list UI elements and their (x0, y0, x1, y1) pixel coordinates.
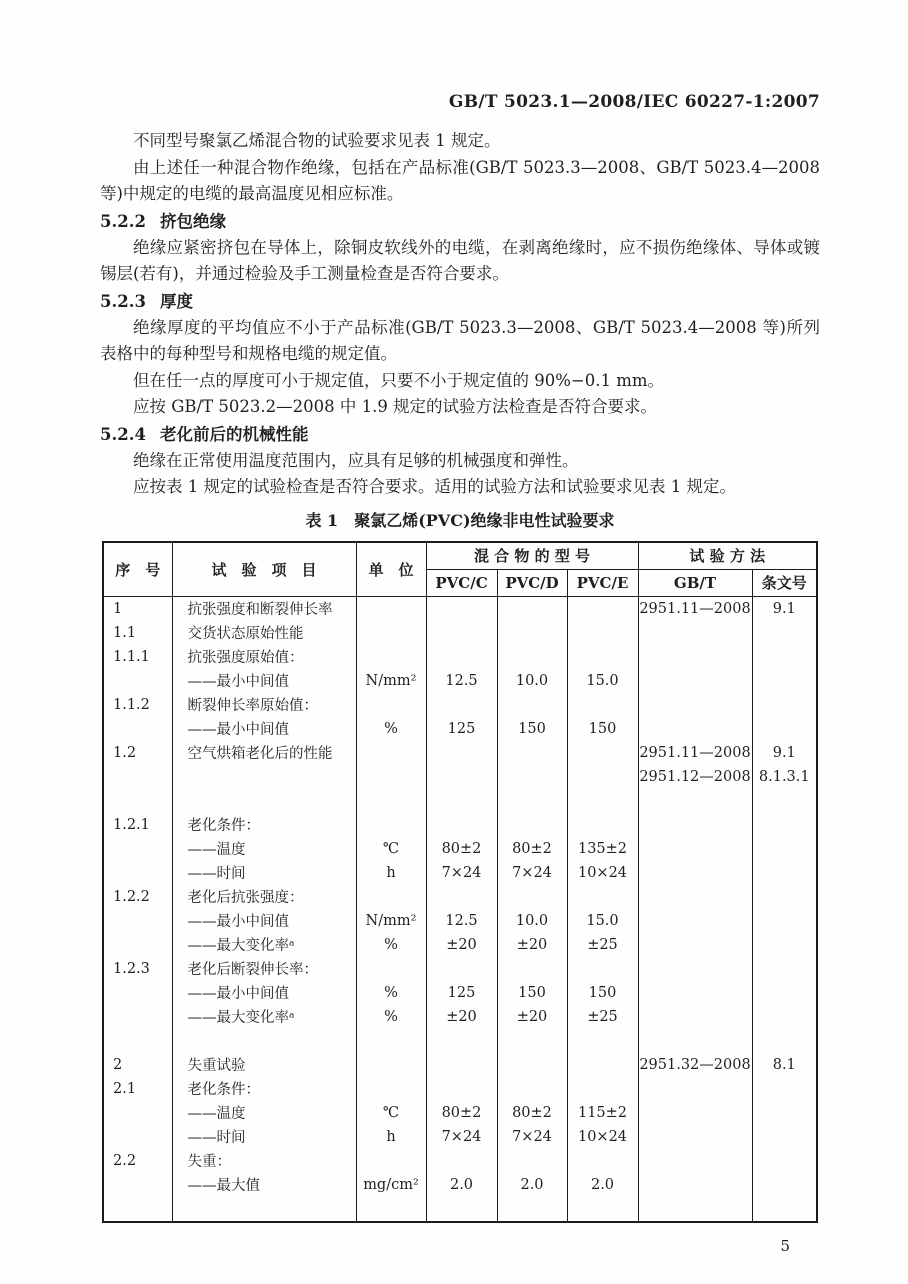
cell-unit: h (356, 1125, 426, 1149)
cell-unit (356, 1053, 426, 1077)
cell-gbt-standard (638, 693, 752, 717)
table-row (103, 933, 817, 957)
cell-test-item: 失重： (172, 1149, 356, 1173)
cell-pvc-c: 7×24 (426, 1125, 497, 1149)
table-body (103, 596, 817, 1222)
cell-clause (752, 1029, 817, 1053)
cell-clause: 8.1 (752, 1053, 817, 1077)
cell-gbt-standard (638, 813, 752, 837)
cell-unit: % (356, 1005, 426, 1029)
cell-test-item: ——时间 (172, 861, 356, 885)
section-number: 5.2.4 (100, 424, 146, 444)
cell-test-item: 老化后抗张强度： (172, 885, 356, 909)
cell-pvc-c (426, 1029, 497, 1053)
cell-clause (752, 813, 817, 837)
cell-clause (752, 837, 817, 861)
cell-gbt-standard (638, 933, 752, 957)
cell-pvc-e (567, 885, 638, 909)
cell-gbt-standard (638, 981, 752, 1005)
cell-pvc-c: 2.0 (426, 1173, 497, 1197)
cell-pvc-e (567, 621, 638, 645)
cell-pvc-d: 150 (497, 717, 567, 741)
cell-pvc-c (426, 765, 497, 789)
col-header-clause: 条文号 (752, 569, 817, 596)
table-row (103, 909, 817, 933)
cell-pvc-d (497, 1077, 567, 1101)
col-header-unit: 单 位 (356, 542, 426, 597)
cell-gbt-standard (638, 1077, 752, 1101)
cell-test-item: 老化后断裂伸长率： (172, 957, 356, 981)
cell-pvc-c (426, 645, 497, 669)
cell-gbt-standard (638, 669, 752, 693)
cell-pvc-e (567, 693, 638, 717)
cell-pvc-d: 10.0 (497, 909, 567, 933)
cell-pvc-d (497, 741, 567, 765)
cell-test-item: ——最小中间值 (172, 909, 356, 933)
section-title: 挤包绝缘 (159, 211, 226, 231)
table-row (103, 837, 817, 861)
table-row (103, 1149, 817, 1173)
cell-unit: mg/cm² (356, 1173, 426, 1197)
cell-pvc-e (567, 645, 638, 669)
cell-gbt-standard (638, 957, 752, 981)
cell-pvc-e (567, 1053, 638, 1077)
cell-serial (103, 933, 172, 957)
cell-serial (103, 1197, 172, 1222)
cell-pvc-d (497, 645, 567, 669)
cell-unit (356, 596, 426, 621)
cell-test-item: 交货状态原始性能 (172, 621, 356, 645)
table-row (103, 885, 817, 909)
table-row (103, 669, 817, 693)
intro-paragraph: 不同型号聚氯乙烯混合物的试验要求见表 1 规定。 (133, 131, 501, 150)
table-row (103, 645, 817, 669)
cell-pvc-d (497, 1149, 567, 1173)
cell-unit (356, 645, 426, 669)
cell-test-item (172, 765, 356, 789)
table-title: 表 1 聚氯乙烯(PVC)绝缘非电性试验要求 (305, 510, 615, 530)
cell-pvc-c (426, 741, 497, 765)
cell-unit: % (356, 981, 426, 1005)
section-paragraph: 绝缘应紧密挤包在导体上，除铜皮软线外的电缆，在剥离绝缘时，应不损伤绝缘体、导体或镀锡层(若有)，并通过检验及手工测量检查是否符合要求。 (100, 237, 820, 283)
section-number: 5.2.3 (100, 291, 146, 311)
cell-unit (356, 765, 426, 789)
section-title: 老化前后的机械性能 (159, 424, 309, 444)
cell-test-item: ——温度 (172, 1101, 356, 1125)
cell-gbt-standard (638, 1005, 752, 1029)
cell-unit: ℃ (356, 837, 426, 861)
section-title: 厚度 (159, 291, 193, 311)
cell-pvc-c (426, 957, 497, 981)
cell-test-item: ——最小中间值 (172, 981, 356, 1005)
cell-pvc-d (497, 813, 567, 837)
cell-pvc-e: 150 (567, 981, 638, 1005)
cell-pvc-e: 2.0 (567, 1173, 638, 1197)
cell-serial (103, 1173, 172, 1197)
cell-test-item: 抗张强度和断裂伸长率 (172, 596, 356, 621)
cell-unit (356, 1029, 426, 1053)
cell-pvc-e (567, 957, 638, 981)
cell-pvc-e: ±25 (567, 1005, 638, 1029)
section-paragraph: 绝缘在正常使用温度范围内，应具有足够的机械强度和弹性。 (133, 450, 579, 470)
cell-pvc-e (567, 789, 638, 813)
cell-unit (356, 813, 426, 837)
cell-clause (752, 861, 817, 885)
cell-test-item: ——最小中间值 (172, 717, 356, 741)
cell-test-item: 抗张强度原始值： (172, 645, 356, 669)
cell-pvc-c: 80±2 (426, 1101, 497, 1125)
cell-pvc-d: 7×24 (497, 1125, 567, 1149)
cell-pvc-e: 135±2 (567, 837, 638, 861)
cell-clause (752, 717, 817, 741)
table-row (103, 765, 817, 789)
cell-gbt-standard (638, 717, 752, 741)
cell-pvc-d (497, 693, 567, 717)
cell-serial (103, 717, 172, 741)
cell-test-item: ——时间 (172, 1125, 356, 1149)
cell-serial: 1.1.1 (103, 645, 172, 669)
section-heading-5-2-3 (100, 288, 820, 315)
col-header-test-method: 试 验 方 法 (638, 542, 817, 570)
section-paragraph: 应按表 1 规定的试验检查是否符合要求。适用的试验方法和试验要求见表 1 规定。 (133, 477, 736, 496)
cell-pvc-e (567, 1197, 638, 1222)
table-row (103, 1053, 817, 1077)
cell-serial: 2.1 (103, 1077, 172, 1101)
cell-test-item: ——最大值 (172, 1173, 356, 1197)
cell-unit: % (356, 933, 426, 957)
cell-pvc-d (497, 1029, 567, 1053)
cell-serial: 1.1 (103, 621, 172, 645)
cell-pvc-c: 80±2 (426, 837, 497, 861)
cell-test-item: 老化条件： (172, 813, 356, 837)
cell-clause: 8.1.3.1 (752, 765, 817, 789)
cell-gbt-standard (638, 1173, 752, 1197)
cell-unit: N/mm² (356, 669, 426, 693)
table-row (103, 693, 817, 717)
page-number: 5 (780, 1236, 790, 1255)
standard-reference: GB/T 5023.1—2008/IEC 60227-1:2007 (448, 92, 820, 112)
cell-clause (752, 1005, 817, 1029)
cell-gbt-standard (638, 885, 752, 909)
table-row (103, 1173, 817, 1197)
cell-test-item: ——最大变化率ᵃ (172, 933, 356, 957)
cell-serial (103, 1005, 172, 1029)
cell-test-item: 断裂伸长率原始值： (172, 693, 356, 717)
cell-serial: 1.2.3 (103, 957, 172, 981)
cell-gbt-standard (638, 909, 752, 933)
cell-gbt-standard (638, 1197, 752, 1222)
cell-serial (103, 909, 172, 933)
cell-pvc-c: 125 (426, 717, 497, 741)
page-content (100, 0, 820, 1255)
cell-unit (356, 885, 426, 909)
cell-pvc-d (497, 789, 567, 813)
cell-pvc-d: 2.0 (497, 1173, 567, 1197)
cell-pvc-c (426, 596, 497, 621)
cell-gbt-standard (638, 1101, 752, 1125)
table-row (103, 1101, 817, 1125)
cell-unit: h (356, 861, 426, 885)
cell-pvc-d (497, 885, 567, 909)
col-header-pvc-c: PVC/C (426, 569, 497, 596)
cell-clause (752, 933, 817, 957)
cell-clause: 9.1 (752, 741, 817, 765)
cell-clause (752, 1125, 817, 1149)
cell-unit (356, 1197, 426, 1222)
cell-pvc-e: 15.0 (567, 669, 638, 693)
table-row (103, 621, 817, 645)
table-header (103, 542, 817, 597)
cell-serial (103, 1101, 172, 1125)
cell-gbt-standard: 2951.12—2008 (638, 765, 752, 789)
cell-serial (103, 837, 172, 861)
cell-gbt-standard (638, 1149, 752, 1173)
section-heading-5-2-4 (100, 421, 820, 448)
cell-pvc-e: ±25 (567, 933, 638, 957)
cell-test-item: 失重试验 (172, 1053, 356, 1077)
cell-clause (752, 957, 817, 981)
cell-serial: 2 (103, 1053, 172, 1077)
cell-unit (356, 1149, 426, 1173)
cell-clause (752, 669, 817, 693)
cell-serial: 1 (103, 596, 172, 621)
cell-clause (752, 885, 817, 909)
col-header-test-item: 试 验 项 目 (172, 542, 356, 597)
cell-unit: % (356, 717, 426, 741)
cell-serial (103, 765, 172, 789)
cell-pvc-d: ±20 (497, 1005, 567, 1029)
cell-pvc-e (567, 1029, 638, 1053)
section-heading-5-2-2 (100, 208, 820, 235)
col-header-mixture-type: 混 合 物 的 型 号 (426, 542, 638, 570)
cell-serial (103, 1029, 172, 1053)
cell-test-item: ——温度 (172, 837, 356, 861)
cell-pvc-c (426, 1077, 497, 1101)
cell-test-item (172, 1197, 356, 1222)
cell-serial (103, 861, 172, 885)
cell-pvc-d: ±20 (497, 933, 567, 957)
cell-gbt-standard: 2951.32—2008 (638, 1053, 752, 1077)
cell-pvc-c: 125 (426, 981, 497, 1005)
cell-pvc-c (426, 693, 497, 717)
section-paragraph: 绝缘厚度的平均值应不小于产品标准(GB/T 5023.3—2008、GB/T 5023.4—2008 等)所列表格中的每种型号和规格电缆的规定值。 (100, 317, 820, 363)
cell-serial: 2.2 (103, 1149, 172, 1173)
cell-pvc-d: 150 (497, 981, 567, 1005)
cell-pvc-c: 12.5 (426, 669, 497, 693)
table-row (103, 981, 817, 1005)
cell-pvc-e (567, 1077, 638, 1101)
cell-pvc-d (497, 621, 567, 645)
section-number: 5.2.2 (100, 211, 146, 231)
cell-clause (752, 1101, 817, 1125)
cell-gbt-standard (638, 645, 752, 669)
cell-serial: 1.2 (103, 741, 172, 765)
cell-test-item: ——最大变化率ᵃ (172, 1005, 356, 1029)
table-row (103, 861, 817, 885)
intro-paragraph: 由上述任一种混合物作绝缘，包括在产品标准(GB/T 5023.3—2008、GB/T 5023.4—2008 等)中规定的电缆的最高温度见相应标准。 (100, 157, 820, 203)
cell-clause (752, 981, 817, 1005)
table-row (103, 741, 817, 765)
cell-pvc-e: 10×24 (567, 1125, 638, 1149)
cell-pvc-c (426, 789, 497, 813)
cell-pvc-e: 115±2 (567, 1101, 638, 1125)
table-row (103, 957, 817, 981)
cell-gbt-standard: 2951.11—2008 (638, 741, 752, 765)
table-row (103, 1029, 817, 1053)
cell-pvc-c (426, 1053, 497, 1077)
cell-gbt-standard (638, 789, 752, 813)
cell-pvc-e (567, 596, 638, 621)
cell-pvc-d (497, 1197, 567, 1222)
cell-clause (752, 621, 817, 645)
cell-pvc-c: ±20 (426, 1005, 497, 1029)
cell-clause (752, 1173, 817, 1197)
col-header-gbt: GB/T (638, 569, 752, 596)
cell-test-item: 空气烘箱老化后的性能 (172, 741, 356, 765)
cell-pvc-d: 80±2 (497, 837, 567, 861)
table-row (103, 1005, 817, 1029)
cell-unit (356, 957, 426, 981)
cell-pvc-e (567, 1149, 638, 1173)
cell-pvc-d (497, 1053, 567, 1077)
cell-pvc-d (497, 957, 567, 981)
section-paragraph: 但在任一点的厚度可小于规定值，只要不小于规定值的 90%−0.1 mm。 (133, 370, 665, 390)
cell-gbt-standard: 2951.11—2008 (638, 596, 752, 621)
section-paragraph: 应按 GB/T 5023.2—2008 中 1.9 规定的试验方法检查是否符合要求。 (133, 397, 658, 416)
cell-pvc-c (426, 813, 497, 837)
cell-pvc-c: ±20 (426, 933, 497, 957)
cell-serial: 1.2.1 (103, 813, 172, 837)
cell-pvc-d (497, 765, 567, 789)
table-row (103, 813, 817, 837)
cell-gbt-standard (638, 861, 752, 885)
cell-gbt-standard (638, 621, 752, 645)
cell-clause (752, 1149, 817, 1173)
cell-pvc-d: 7×24 (497, 861, 567, 885)
col-header-pvc-e: PVC/E (567, 569, 638, 596)
cell-test-item (172, 1029, 356, 1053)
cell-pvc-c (426, 885, 497, 909)
table-row (103, 1125, 817, 1149)
table-row (103, 1077, 817, 1101)
cell-serial (103, 789, 172, 813)
cell-pvc-e (567, 813, 638, 837)
cell-unit: ℃ (356, 1101, 426, 1125)
cell-pvc-c (426, 1197, 497, 1222)
cell-clause (752, 789, 817, 813)
cell-pvc-d: 10.0 (497, 669, 567, 693)
table-row (103, 717, 817, 741)
cell-clause (752, 1197, 817, 1222)
cell-clause (752, 645, 817, 669)
cell-pvc-e (567, 741, 638, 765)
cell-unit (356, 621, 426, 645)
cell-pvc-d (497, 596, 567, 621)
cell-unit (356, 693, 426, 717)
cell-pvc-c (426, 621, 497, 645)
table-row (103, 596, 817, 621)
cell-unit (356, 1077, 426, 1101)
cell-unit: N/mm² (356, 909, 426, 933)
cell-gbt-standard (638, 837, 752, 861)
cell-serial: 1.1.2 (103, 693, 172, 717)
cell-clause (752, 693, 817, 717)
cell-unit (356, 789, 426, 813)
cell-unit (356, 741, 426, 765)
cell-pvc-d: 80±2 (497, 1101, 567, 1125)
col-header-serial: 序 号 (103, 542, 172, 597)
table-row (103, 789, 817, 813)
cell-serial (103, 981, 172, 1005)
cell-gbt-standard (638, 1029, 752, 1053)
cell-pvc-e (567, 765, 638, 789)
cell-pvc-e: 15.0 (567, 909, 638, 933)
cell-pvc-c: 12.5 (426, 909, 497, 933)
cell-test-item (172, 789, 356, 813)
cell-pvc-c: 7×24 (426, 861, 497, 885)
cell-clause: 9.1 (752, 596, 817, 621)
cell-gbt-standard (638, 1125, 752, 1149)
cell-serial (103, 669, 172, 693)
cell-serial (103, 1125, 172, 1149)
cell-pvc-e: 10×24 (567, 861, 638, 885)
table-row (103, 1197, 817, 1222)
cell-pvc-e: 150 (567, 717, 638, 741)
pvc-test-requirements-table (102, 541, 818, 1223)
cell-test-item: 老化条件： (172, 1077, 356, 1101)
cell-test-item: ——最小中间值 (172, 669, 356, 693)
cell-clause (752, 909, 817, 933)
col-header-pvc-d: PVC/D (497, 569, 567, 596)
cell-pvc-c (426, 1149, 497, 1173)
cell-clause (752, 1077, 817, 1101)
cell-serial: 1.2.2 (103, 885, 172, 909)
